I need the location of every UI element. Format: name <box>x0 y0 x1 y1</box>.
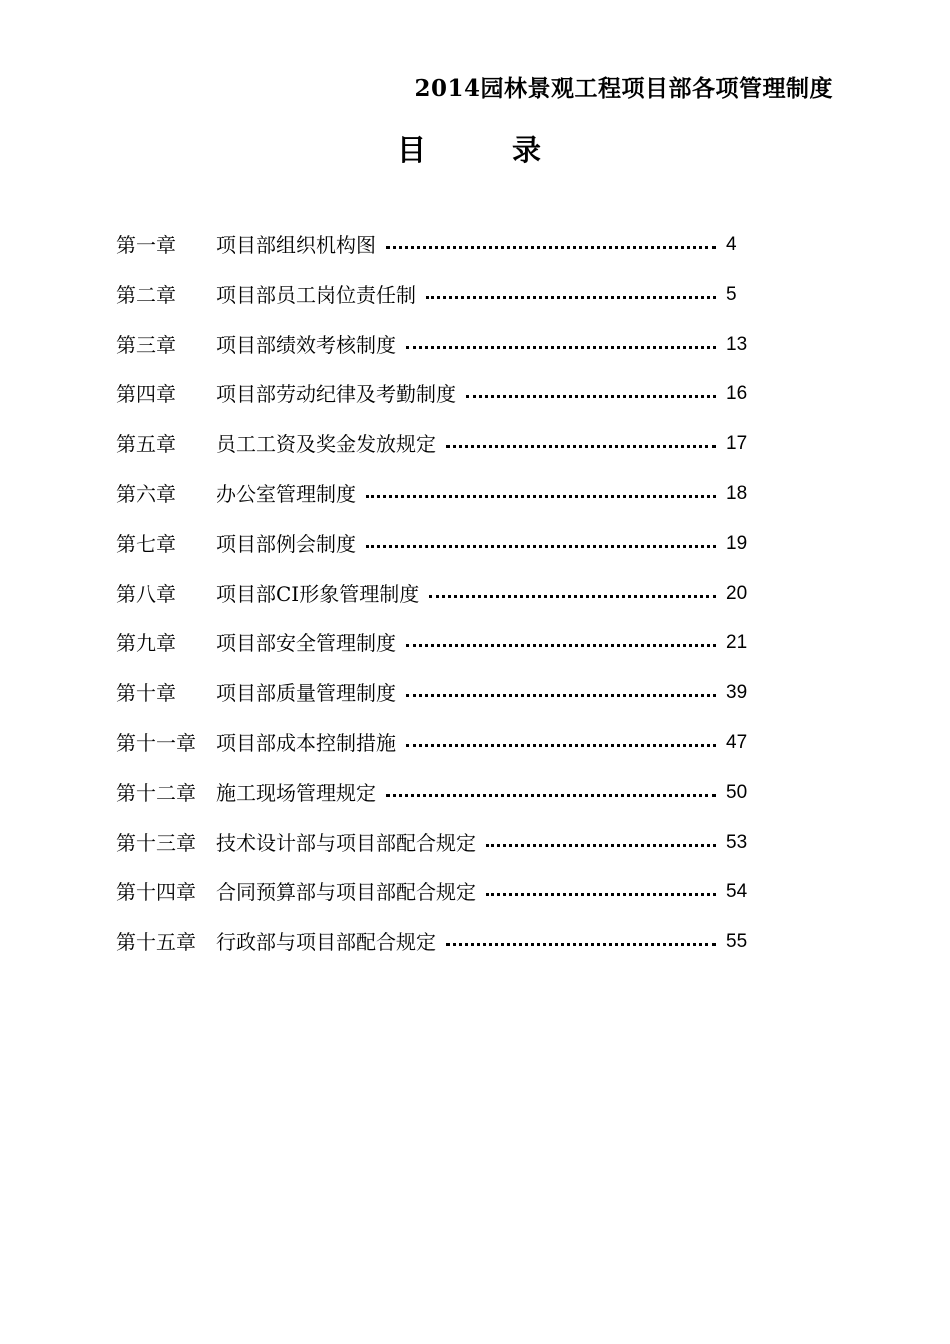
toc-entry[interactable] <box>116 377 756 427</box>
toc-chapter-number: 第十一章 <box>116 730 196 755</box>
toc-heading-char-1: 目 <box>397 133 427 167</box>
toc-entry[interactable] <box>116 925 756 975</box>
toc-entry[interactable] <box>116 726 756 776</box>
toc-chapter-number: 第一章 <box>116 233 176 257</box>
toc-chapter-number: 第十章 <box>116 681 176 706</box>
toc-entry[interactable] <box>116 477 756 527</box>
toc-chapter-title: 施工现场管理规定 <box>216 780 376 805</box>
toc-page-number: 4 <box>726 234 737 255</box>
toc-page-number: 21 <box>726 632 748 654</box>
toc-dot-leader <box>406 676 716 710</box>
toc-page-number: 55 <box>726 931 748 953</box>
toc-chapter-title: 项目部例会制度 <box>216 531 356 556</box>
toc-chapter-title: 行政部与项目部配合规定 <box>216 930 436 955</box>
toc-entry[interactable] <box>116 427 756 477</box>
toc-dot-leader <box>406 726 716 760</box>
toc-page-number: 47 <box>726 731 748 753</box>
toc-dot-leader <box>466 377 716 411</box>
toc-dot-leader <box>429 577 716 611</box>
toc-entry[interactable] <box>116 626 756 676</box>
toc-entry[interactable] <box>116 278 756 328</box>
toc-chapter-title: 项目部员工岗位责任制 <box>216 282 416 307</box>
toc-entry[interactable] <box>116 875 756 925</box>
toc-entry[interactable] <box>116 776 756 826</box>
toc-dot-leader <box>406 328 716 362</box>
table-of-contents <box>116 228 756 975</box>
toc-page-number: 18 <box>726 482 748 504</box>
toc-dot-leader <box>366 527 716 561</box>
toc-chapter-number: 第三章 <box>116 332 176 357</box>
toc-chapter-title: 项目部安全管理制度 <box>216 631 396 656</box>
toc-chapter-number: 第五章 <box>116 432 176 457</box>
toc-chapter-title: 项目部劳动纪律及考勤制度 <box>216 382 456 407</box>
toc-chapter-title: 项目部绩效考核制度 <box>216 332 396 357</box>
toc-dot-leader <box>446 427 716 461</box>
toc-chapter-title: 办公室管理制度 <box>216 481 356 506</box>
toc-chapter-number: 第十五章 <box>116 930 196 955</box>
toc-page-number: 53 <box>726 831 748 853</box>
toc-chapter-title: 项目部质量管理制度 <box>216 681 396 706</box>
toc-chapter-title: 项目部组织机构图 <box>216 233 376 257</box>
toc-chapter-title: 项目部CI形象管理制度 <box>216 581 420 606</box>
document-title: 2014园林景观工程项目部各项管理制度 <box>414 75 833 102</box>
toc-page-number: 54 <box>726 881 748 903</box>
toc-page-number: 5 <box>726 283 737 305</box>
toc-dot-leader <box>386 776 716 810</box>
toc-page-number: 19 <box>726 532 748 554</box>
toc-chapter-number: 第七章 <box>116 531 176 556</box>
toc-chapter-title: 员工工资及奖金发放规定 <box>216 432 436 457</box>
toc-chapter-number: 第四章 <box>116 382 176 407</box>
toc-dot-leader <box>446 925 716 959</box>
toc-entry[interactable] <box>116 676 756 726</box>
toc-dot-leader <box>486 875 716 909</box>
toc-page-number: 17 <box>726 433 748 455</box>
toc-chapter-title: 技术设计部与项目部配合规定 <box>216 830 476 855</box>
toc-chapter-title: 项目部成本控制措施 <box>216 730 396 755</box>
toc-heading <box>397 128 541 169</box>
toc-dot-leader <box>426 278 716 312</box>
toc-entry[interactable] <box>116 826 756 876</box>
toc-chapter-number: 第八章 <box>116 581 176 606</box>
toc-chapter-number: 第十四章 <box>116 880 196 905</box>
toc-page-number: 13 <box>726 333 748 355</box>
toc-dot-leader <box>486 826 716 860</box>
toc-page-number: 16 <box>726 383 748 405</box>
toc-chapter-number: 第十三章 <box>116 830 196 855</box>
toc-entry[interactable] <box>116 328 756 378</box>
toc-heading-char-2: 录 <box>512 133 542 167</box>
toc-entry[interactable] <box>116 577 756 627</box>
toc-chapter-number: 第六章 <box>116 481 176 506</box>
toc-entry[interactable] <box>116 527 756 577</box>
toc-chapter-title: 合同预算部与项目部配合规定 <box>216 880 476 905</box>
toc-chapter-number: 第十二章 <box>116 780 196 805</box>
toc-page-number: 20 <box>726 582 748 604</box>
toc-dot-leader <box>366 477 716 511</box>
toc-dot-leader <box>406 626 716 660</box>
toc-page-number: 39 <box>726 682 748 704</box>
toc-page-number: 50 <box>726 781 748 803</box>
toc-chapter-number: 第二章 <box>116 282 176 307</box>
toc-chapter-number: 第九章 <box>116 631 176 656</box>
toc-dot-leader <box>386 228 716 262</box>
toc-entry[interactable] <box>116 228 756 278</box>
